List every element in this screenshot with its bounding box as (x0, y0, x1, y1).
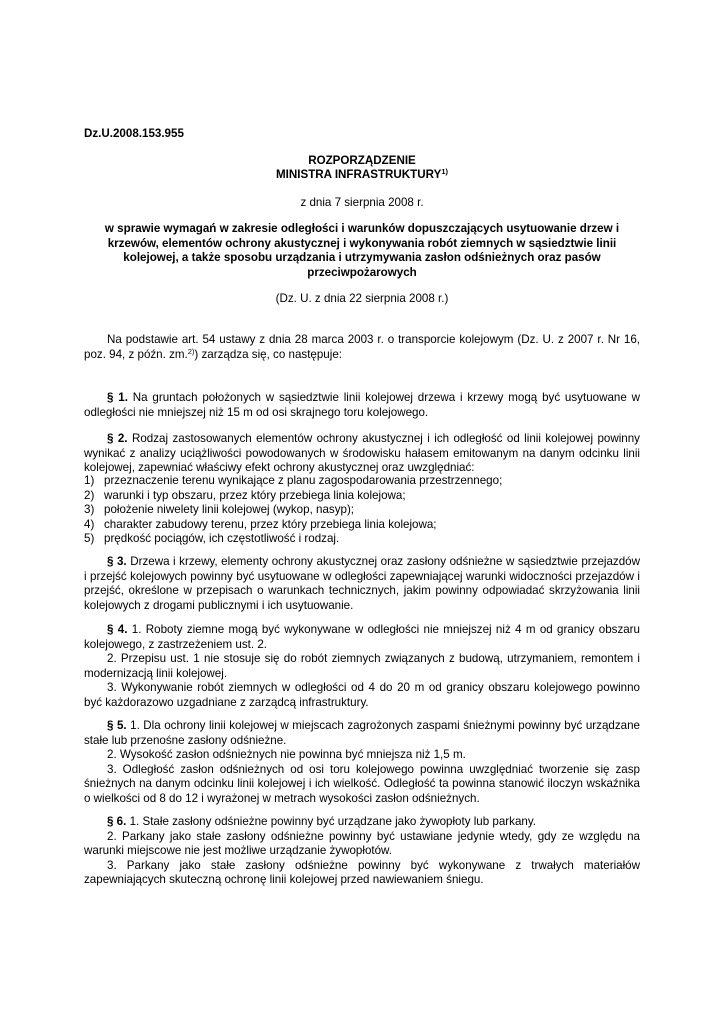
list-text: prędkość pociągów, ich częstotliwość i rodzaj. (104, 532, 340, 546)
paragraph (84, 719, 640, 748)
section-label: § 1. (107, 391, 128, 404)
section-4 (84, 623, 640, 711)
section-1 (84, 391, 640, 420)
list-item (84, 532, 640, 547)
section-6 (84, 815, 640, 888)
footnote-marker: 1) (441, 167, 448, 176)
section-text: Rodzaj zastosowanych elementów ochrony akustycznej i ich odległość od linii kolejowej powinny wynikać z analizy uciążliwości powodowanych w środowisku hałasem emitowanym na danym odcinku linii kolejowej, zapewniać właściwy efekt ochrony akustycznej oraz uwzględniać: (84, 432, 640, 475)
list-text: warunki i typ obszaru, przez który przebiega linia kolejowa; (104, 488, 406, 502)
list-number: 1) (84, 474, 95, 487)
paragraph: 3. Odległość zasłon odśnieżnych od osi toru kolejowego powinna uwzględniać tworzenie się zasp śnieżnych na danym odcinku linii kolejowej i ich wielkość. Odległość ta powinna stanowić iloczyn wskaźnika o wielkości od 8 do 12 i wyrażonej w metrach wysokości zasłon odśnieżnych. (84, 762, 640, 805)
section-2-list (84, 474, 640, 547)
paragraph: 3. Parkany jako stałe zasłony odśnieżne powinny być wykonywane z trwałych materiałów zapewniających skuteczną ochronę linii kolejowej przed nawiewaniem śniegu. (84, 858, 640, 887)
paragraph (84, 815, 640, 830)
paragraph-text: 1. Stałe zasłony odśnieżne powinny być urządzane jako żywopłoty lub parkany. (129, 815, 537, 828)
list-number: 2) (84, 488, 95, 502)
issuing-authority (84, 168, 640, 183)
document-title: ROZPORZĄDZENIE (308, 154, 416, 167)
paragraph: 2. Parkany jako stałe zasłony odśnieżne powinny być ustawiane jedynie wtedy, gdy ze względu na warunki miejscowe nie jest możliwe urządzanie żywopłotów. (84, 829, 640, 858)
list-item (84, 474, 640, 489)
section-label: § 5. (107, 719, 127, 732)
list-text: charakter zabudowy terenu, przez który przebiega linia kolejowa; (104, 517, 437, 531)
section-label: § 2. (107, 432, 128, 445)
journal-reference: Dz.U.2008.153.955 (84, 127, 184, 140)
footnote-marker: 2) (187, 346, 195, 356)
list-number: 4) (84, 517, 95, 531)
basis-text-end: ) zarządza się, co następuje: (194, 347, 342, 361)
section-5 (84, 719, 640, 807)
paragraph (84, 623, 640, 652)
list-number: 5) (84, 532, 95, 546)
document-date: z dnia 7 sierpnia 2008 r. (300, 196, 424, 209)
paragraph: 2. Wysokość zasłon odśnieżnych nie powinna być mniejsza niż 1,5 m. (107, 748, 466, 762)
section-label: § 4. (107, 623, 128, 636)
section-3 (84, 555, 640, 613)
list-item (84, 503, 640, 518)
list-item (84, 518, 640, 533)
section-label: § 3. (107, 555, 127, 568)
publication-note: (Dz. U. z dnia 22 sierpnia 2008 r.) (275, 292, 449, 305)
paragraph: 3. Wykonywanie robót ziemnych w odległości od 4 do 20 m od granicy obszaru kolejowego powinno być każdorazowo uzgadniane z zarządcą infrastruktury. (84, 681, 640, 709)
list-text: przeznaczenie terenu wynikające z planu zagospodarowania przestrzennego; (104, 474, 503, 487)
basis-text: Na podstawie art. 54 ustawy z dnia 28 marca 2003 r. o transporcie kolejowym (Dz. U. z 2007 r. Nr 16, poz. 94, z późn. zm. (84, 333, 640, 361)
document-subject: w sprawie wymagań w zakresie odległości i warunków dopuszczających usytuowanie drzew i krzewów, elementów ochrony akustycznej i wykonywania robót ziemnych w sąsiedztwie linii kolejowej, a także sposobu urządzania i utrzymywania zasłon odśnieżnych oraz pasów przeciwpożarowych (104, 222, 620, 279)
section-text: Drzewa i krzewy, elementy ochrony akustycznej oraz zasłony odśnieżne w sąsiedztwie przejazdów i przejść kolejowych powinny być usytuowane w odległości zapewniającej warunki widoczności przejazdów i przejść, określone w przepisach o warunkach technicznych, jakim powinny odpowiadać skrzyżowania linii kolejowych z drogami publicznymi i ich usytuowanie. (84, 555, 640, 612)
section-2 (84, 432, 640, 476)
section-label: § 6. (107, 815, 127, 828)
list-text: położenie niwelety linii kolejowej (wykop, nasyp); (104, 503, 355, 517)
authority-text: MINISTRA INFRASTRUKTURY (276, 168, 442, 181)
legal-basis (84, 333, 640, 362)
section-text: Na gruntach położonych w sąsiedztwie linii kolejowej drzewa i krzewy mogą być usytuowane w odległości nie mniejszej niż 15 m od osi skrajnego toru kolejowego. (84, 391, 640, 419)
paragraph-text: 1. Dla ochrony linii kolejowej w miejscach zagrożonych zaspami śnieżnymi powinny być urządzane stałe lub przenośne zasłony odśnieżne. (84, 719, 640, 747)
list-item (84, 489, 640, 504)
list-number: 3) (84, 503, 95, 517)
paragraph-text: 1. Roboty ziemne mogą być wykonywane w odległości nie mniejszej niż 4 m od granicy obszaru kolejowego, z zastrzeżeniem ust. 2. (84, 623, 640, 651)
paragraph: 2. Przepisu ust. 1 nie stosuje się do robót ziemnych związanych z budową, utrzymaniem, remontem i modernizacją linii kolejowej. (84, 652, 640, 680)
